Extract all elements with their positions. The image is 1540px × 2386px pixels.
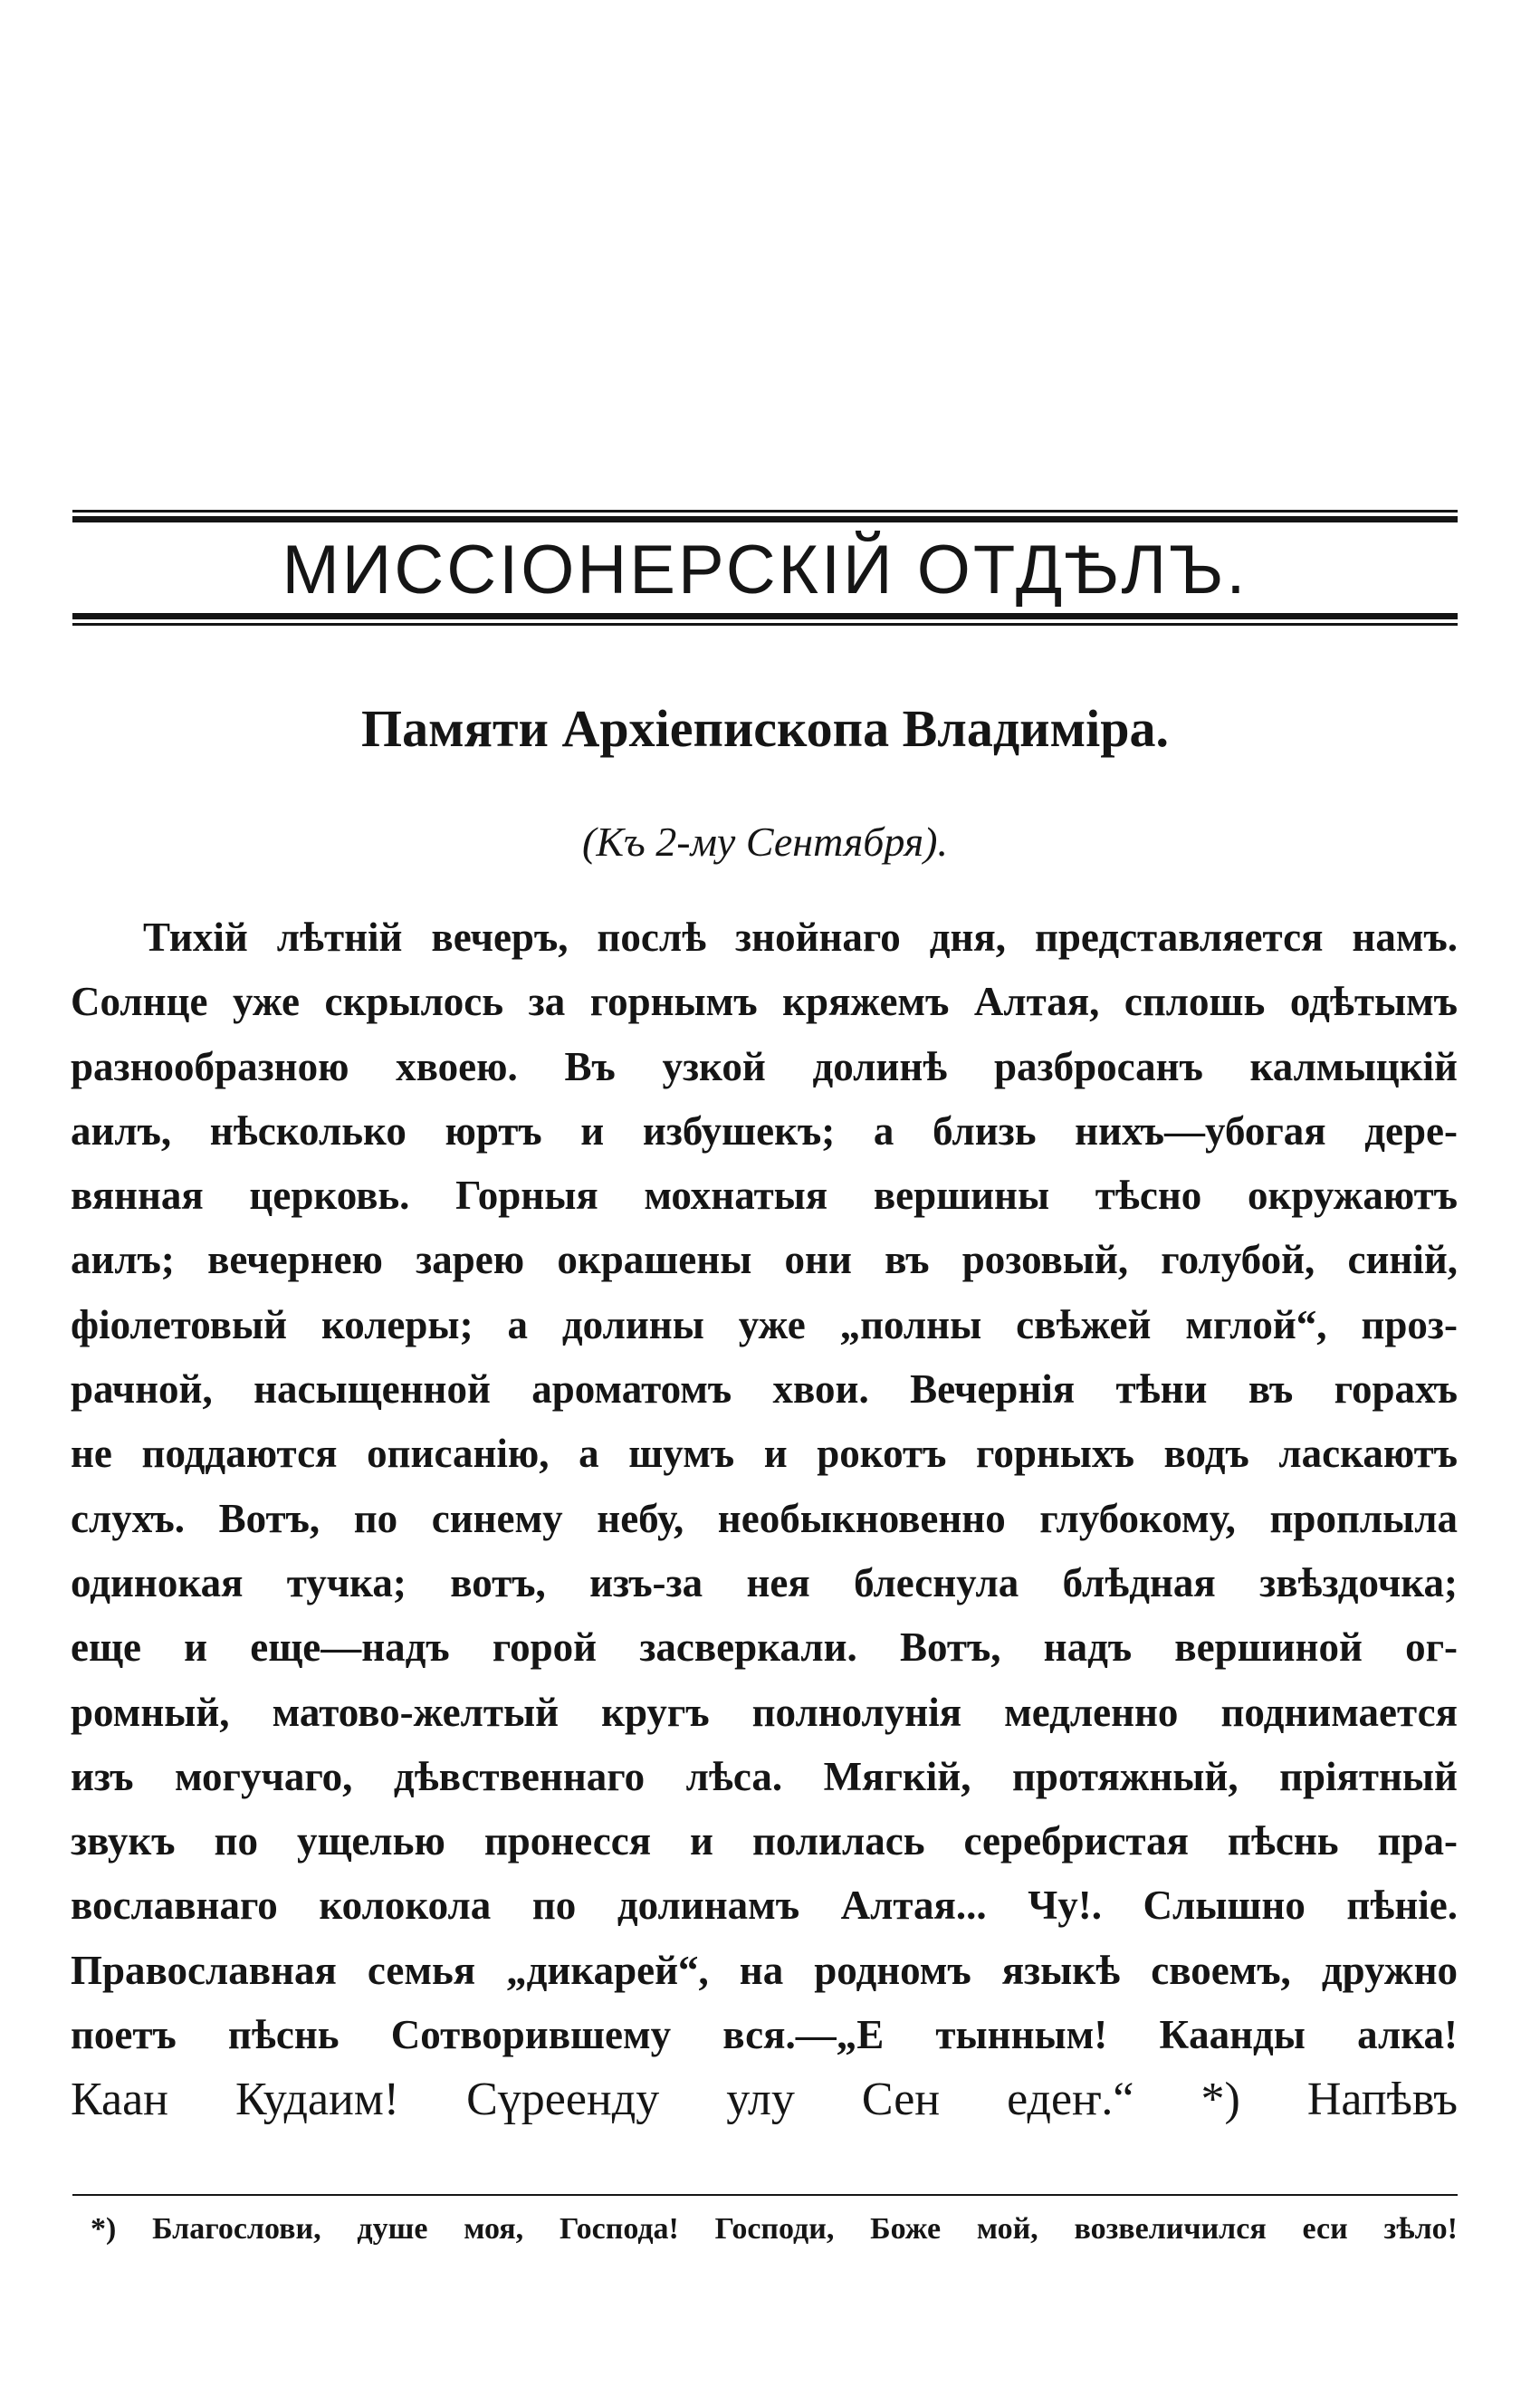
- body-line: аилъ, нѣсколько юртъ и избушекъ; а близь нихъ—убогая дере-: [71, 1107, 1458, 1154]
- footnote-rule: [72, 2194, 1458, 2196]
- body-line: ромный, матово-желтый кругъ полнолунія медленно поднимается: [71, 1689, 1458, 1735]
- body-line: еще и еще—надъ горой засверкали. Вотъ, надъ вершиной ог-: [71, 1624, 1458, 1671]
- body-line: вославнаго колокола по долинамъ Алтая... Чу!. Слышно пѣніе.: [71, 1883, 1458, 1929]
- body-line: разнообразною хвоею. Въ узкой долинѣ разбросанъ калмыцкій: [71, 1043, 1458, 1089]
- top-rule-thick: [72, 516, 1458, 522]
- section-title: МИССІОНЕРСКІЙ ОТДѢЛЪ.: [282, 532, 1248, 608]
- body-line: звукъ по ущелью пронесся и полилась серебристая пѣснь пра-: [71, 1818, 1458, 1864]
- body-line: Тихій лѣтній вечеръ, послѣ знойнаго дня, представляется намъ.: [143, 915, 1458, 960]
- body-line: не поддаются описанію, а шумъ и рокотъ горныхъ водъ ласкаютъ: [71, 1431, 1458, 1477]
- body-text: [71, 906, 1458, 2132]
- article-title: Памяти Архіепископа Владиміра.: [361, 699, 1169, 758]
- body-line: аилъ; вечернею зарею окрашены они въ розовый, голубой, синій,: [71, 1237, 1458, 1283]
- bottom-rule-thick: [72, 613, 1458, 619]
- dateline: (Къ 2-му Сентября).: [582, 819, 948, 865]
- body-line-altai: Каан Кудаим! Сүреенду улу Сен едеҥ.“ *) Напѣвъ: [71, 2074, 1458, 2126]
- body-line: изъ могучаго, дѣвственнаго лѣса. Мягкій, протяжный, пріятный: [71, 1753, 1458, 1799]
- body-line: Православная семья „дикарей“, на родномъ языкѣ своемъ, дружно: [71, 1947, 1458, 1993]
- body-line: поетъ пѣснь Сотворившему вся.—„Е тынным! Кaанды алка!: [71, 2012, 1458, 2058]
- body-line: слухъ. Вотъ, по синему небу, необыкновенно глубокому, проплыла: [71, 1495, 1458, 1541]
- footnote: *) Благослови, душе моя, Господа! Господи, Боже мой, возвеличился еси зѣло!: [91, 2212, 1458, 2246]
- body-line: Солнце уже скрылось за горнымъ кряжемъ Алтая, сплошь одѣтымъ: [71, 979, 1458, 1025]
- body-line: вянная церковь. Горныя мохнатыя вершины тѣсно окружаютъ: [71, 1173, 1458, 1219]
- body-line: рачной, насыщенной ароматомъ хвои. Вечернія тѣни въ горахъ: [71, 1366, 1458, 1413]
- bottom-rule-thin: [72, 623, 1458, 626]
- body-line: фіолетовый колеры; а долины уже „полны свѣжей мглой“, проз-: [71, 1301, 1458, 1347]
- top-rule-thin: [72, 510, 1458, 513]
- body-line: одинокая тучка; вотъ, изъ-за нея блеснула блѣдная звѣздочка;: [71, 1559, 1458, 1605]
